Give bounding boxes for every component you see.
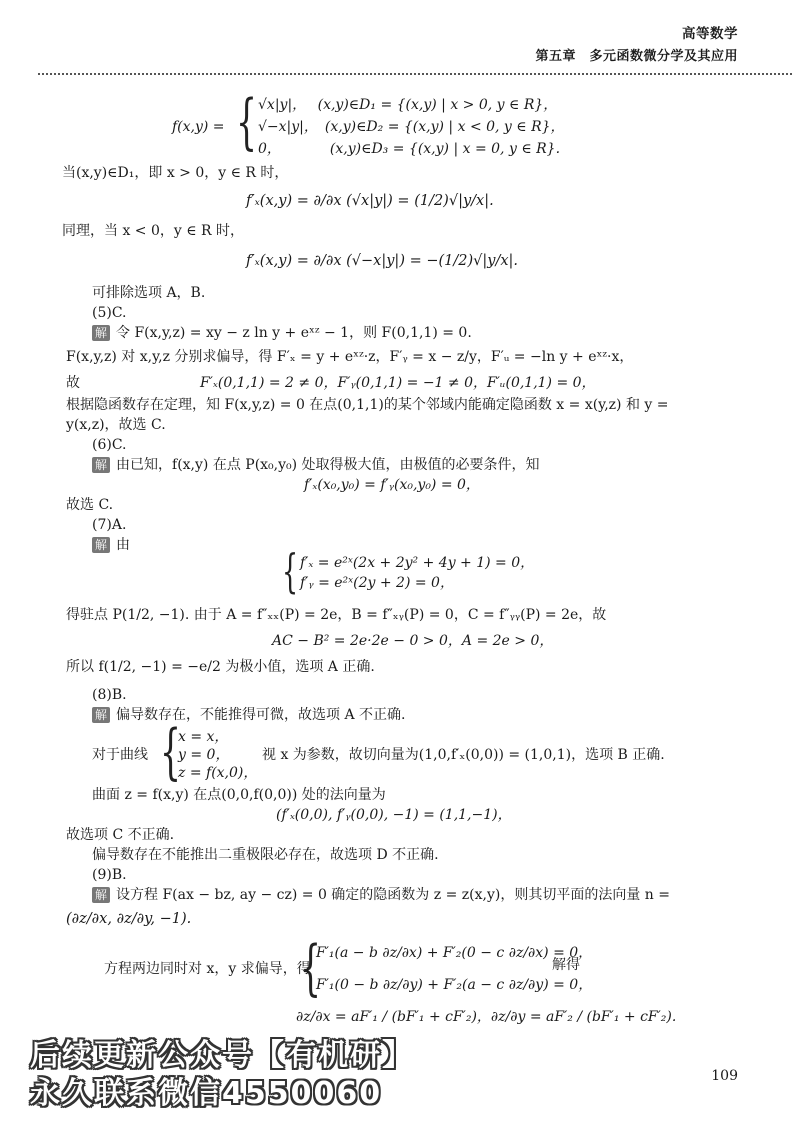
book-title: 高等数学 <box>682 26 738 42</box>
text-content: 设方程 F(ax − bz, ay − cz) = 0 确定的隐函数为 z = z(x,y)，则其切平面的法向量 n = <box>116 887 670 903</box>
text-line: 所以 f(1/2, −1) = −e/2 为极小值，选项 A 正确. <box>66 659 375 675</box>
equation-line: ∂z/∂x = aF′₁ / (bF′₁ + cF′₂)，∂z/∂y = aF′₂ / (bF′₁ + cF′₂). <box>296 1009 677 1025</box>
option-answer: (6)C. <box>92 437 127 453</box>
solution-tag: 解 <box>92 457 110 473</box>
text-content: 由已知，f(x,y) 在点 P(x₀,y₀) 处取得极大值，由极值的必要条件，知 <box>116 457 540 473</box>
text-line: 可排除选项 A，B. <box>92 285 206 301</box>
left-brace: { <box>236 87 258 157</box>
chapter-title: 第五章 多元函数微分学及其应用 <box>535 49 738 64</box>
equation-line: f′ₓ(x₀,y₀) = f′ᵧ(x₀,y₀) = 0， <box>304 477 480 493</box>
equation-line: F′₁(a − b ∂z/∂x) + F′₂(0 − c ∂z/∂x) = 0， <box>316 945 593 961</box>
header-divider <box>38 73 792 75</box>
equation-line: z = f(x,0)， <box>178 765 258 781</box>
text-line: 方程两边同时对 x，y 求偏导，得 <box>104 961 311 977</box>
text-line: 得驻点 P(1/2, −1). 由于 A = f″ₓₓ(P) = 2e，B = f″ₓᵧ(P) = 0，C = f″ᵧᵧ(P) = 2e，故 <box>66 607 607 623</box>
text-line: 同理，当 x < 0，y ∈ R 时， <box>62 223 245 239</box>
watermark-line: 后续更新公众号【有机研】 <box>30 1038 414 1073</box>
equation-line: 0， (x,y)∈D₃ = {(x,y) | x = 0, y ∈ R}. <box>258 141 561 157</box>
option-answer: (7)A. <box>92 517 127 533</box>
text-line <box>92 536 130 554</box>
option-answer: (5)C. <box>92 305 127 321</box>
equation-line: (∂z/∂x, ∂z/∂y, −1). <box>66 911 192 927</box>
text-line: 故 <box>66 375 80 391</box>
solution-tag: 解 <box>92 537 110 553</box>
text-content: 偏导数存在，不能推得可微，故选项 A 不正确. <box>116 707 406 723</box>
left-brace: { <box>282 544 299 598</box>
solution-tag: 解 <box>92 325 110 341</box>
text-line: 曲面 z = f(x,y) 在点(0,0,f(0,0)) 处的法向量为 <box>92 787 386 803</box>
equation-line: x = x， <box>178 729 229 745</box>
text-line: 对于曲线 <box>92 747 148 763</box>
equation-line: y = 0， <box>178 747 230 763</box>
equation-line: √−x|y|， (x,y)∈D₂ = {(x,y) | x < 0, y ∈ R}， <box>258 119 565 135</box>
text-line: F(x,y,z) 对 x,y,z 分别求偏导，得 F′ₓ = y + eˣᶻ·z，F′ᵧ = x − z/y，F′ᵤ = −ln y + eˣᶻ·x， <box>66 349 634 365</box>
text-content: 由 <box>116 537 131 553</box>
text-line: 当(x,y)∈D₁，即 x > 0，y ∈ R 时， <box>62 165 289 181</box>
text-line: 偏导数存在不能推出二重极限必存在，故选项 D 不正确. <box>92 847 439 863</box>
solution-content <box>0 87 800 1042</box>
equation-line: f′ₓ = e²ˣ(2x + 2y² + 4y + 1) = 0， <box>300 555 535 571</box>
text-line <box>92 706 405 724</box>
left-brace: { <box>300 933 322 1003</box>
text-line: 解得 <box>552 957 580 973</box>
equation-line: f′ₓ(x,y) = ∂/∂x (√−x|y|) = −(1/2)√|y/x|. <box>246 253 519 269</box>
equation-line: (f′ₓ(0,0), f′ᵧ(0,0), −1) = (1,1,−1)， <box>276 807 512 823</box>
watermark-line: 永久联系微信4550060 <box>30 1076 383 1111</box>
equation-line: f′ᵧ = e²ˣ(2y + 2) = 0， <box>300 575 454 591</box>
equation-line: f′ₓ(x,y) = ∂/∂x (√x|y|) = (1/2)√|y/x|. <box>246 193 494 209</box>
text-content: 令 F(x,y,z) = xy − z ln y + eˣᶻ − 1，则 F(0,1,1) = 0. <box>116 325 472 341</box>
left-brace: { <box>160 717 182 787</box>
equation-line: F′ₓ(0,1,1) = 2 ≠ 0，F′ᵧ(0,1,1) = −1 ≠ 0，F′ᵤ(0,1,1) = 0， <box>200 375 596 391</box>
option-answer: (9)B. <box>92 867 127 883</box>
equation-line: AC − B² = 2e·2e − 0 > 0，A = 2e > 0， <box>272 633 554 649</box>
text-line: 故选项 C 不正确. <box>66 827 175 843</box>
page-header <box>535 22 738 64</box>
equation-lhs: f(x,y) = <box>172 119 225 135</box>
equation-line: √x|y|， (x,y)∈D₁ = {(x,y) | x > 0, y ∈ R}， <box>258 97 558 113</box>
equation-line: F′₁(0 − b ∂z/∂y) + F′₂(a − c ∂z/∂y) = 0， <box>316 977 593 993</box>
text-line: y(x,z)，故选 C. <box>66 417 166 433</box>
text-line: 根据隐函数存在定理，知 F(x,y,z) = 0 在点(0,1,1)的某个邻域内能确定隐函数 x = x(y,z) 和 y = <box>66 397 669 413</box>
solution-tag: 解 <box>92 887 110 903</box>
option-answer: (8)B. <box>92 687 127 703</box>
text-line <box>92 456 540 474</box>
page-number: 109 <box>711 1068 738 1084</box>
text-line <box>92 886 670 904</box>
solution-tag: 解 <box>92 707 110 723</box>
text-line: 故选 C. <box>66 497 114 513</box>
text-line: 视 x 为参数，故切向量为(1,0,f′ₓ(0,0)) = (1,0,1)，选项 B 正确. <box>262 747 665 763</box>
text-line <box>92 324 472 342</box>
